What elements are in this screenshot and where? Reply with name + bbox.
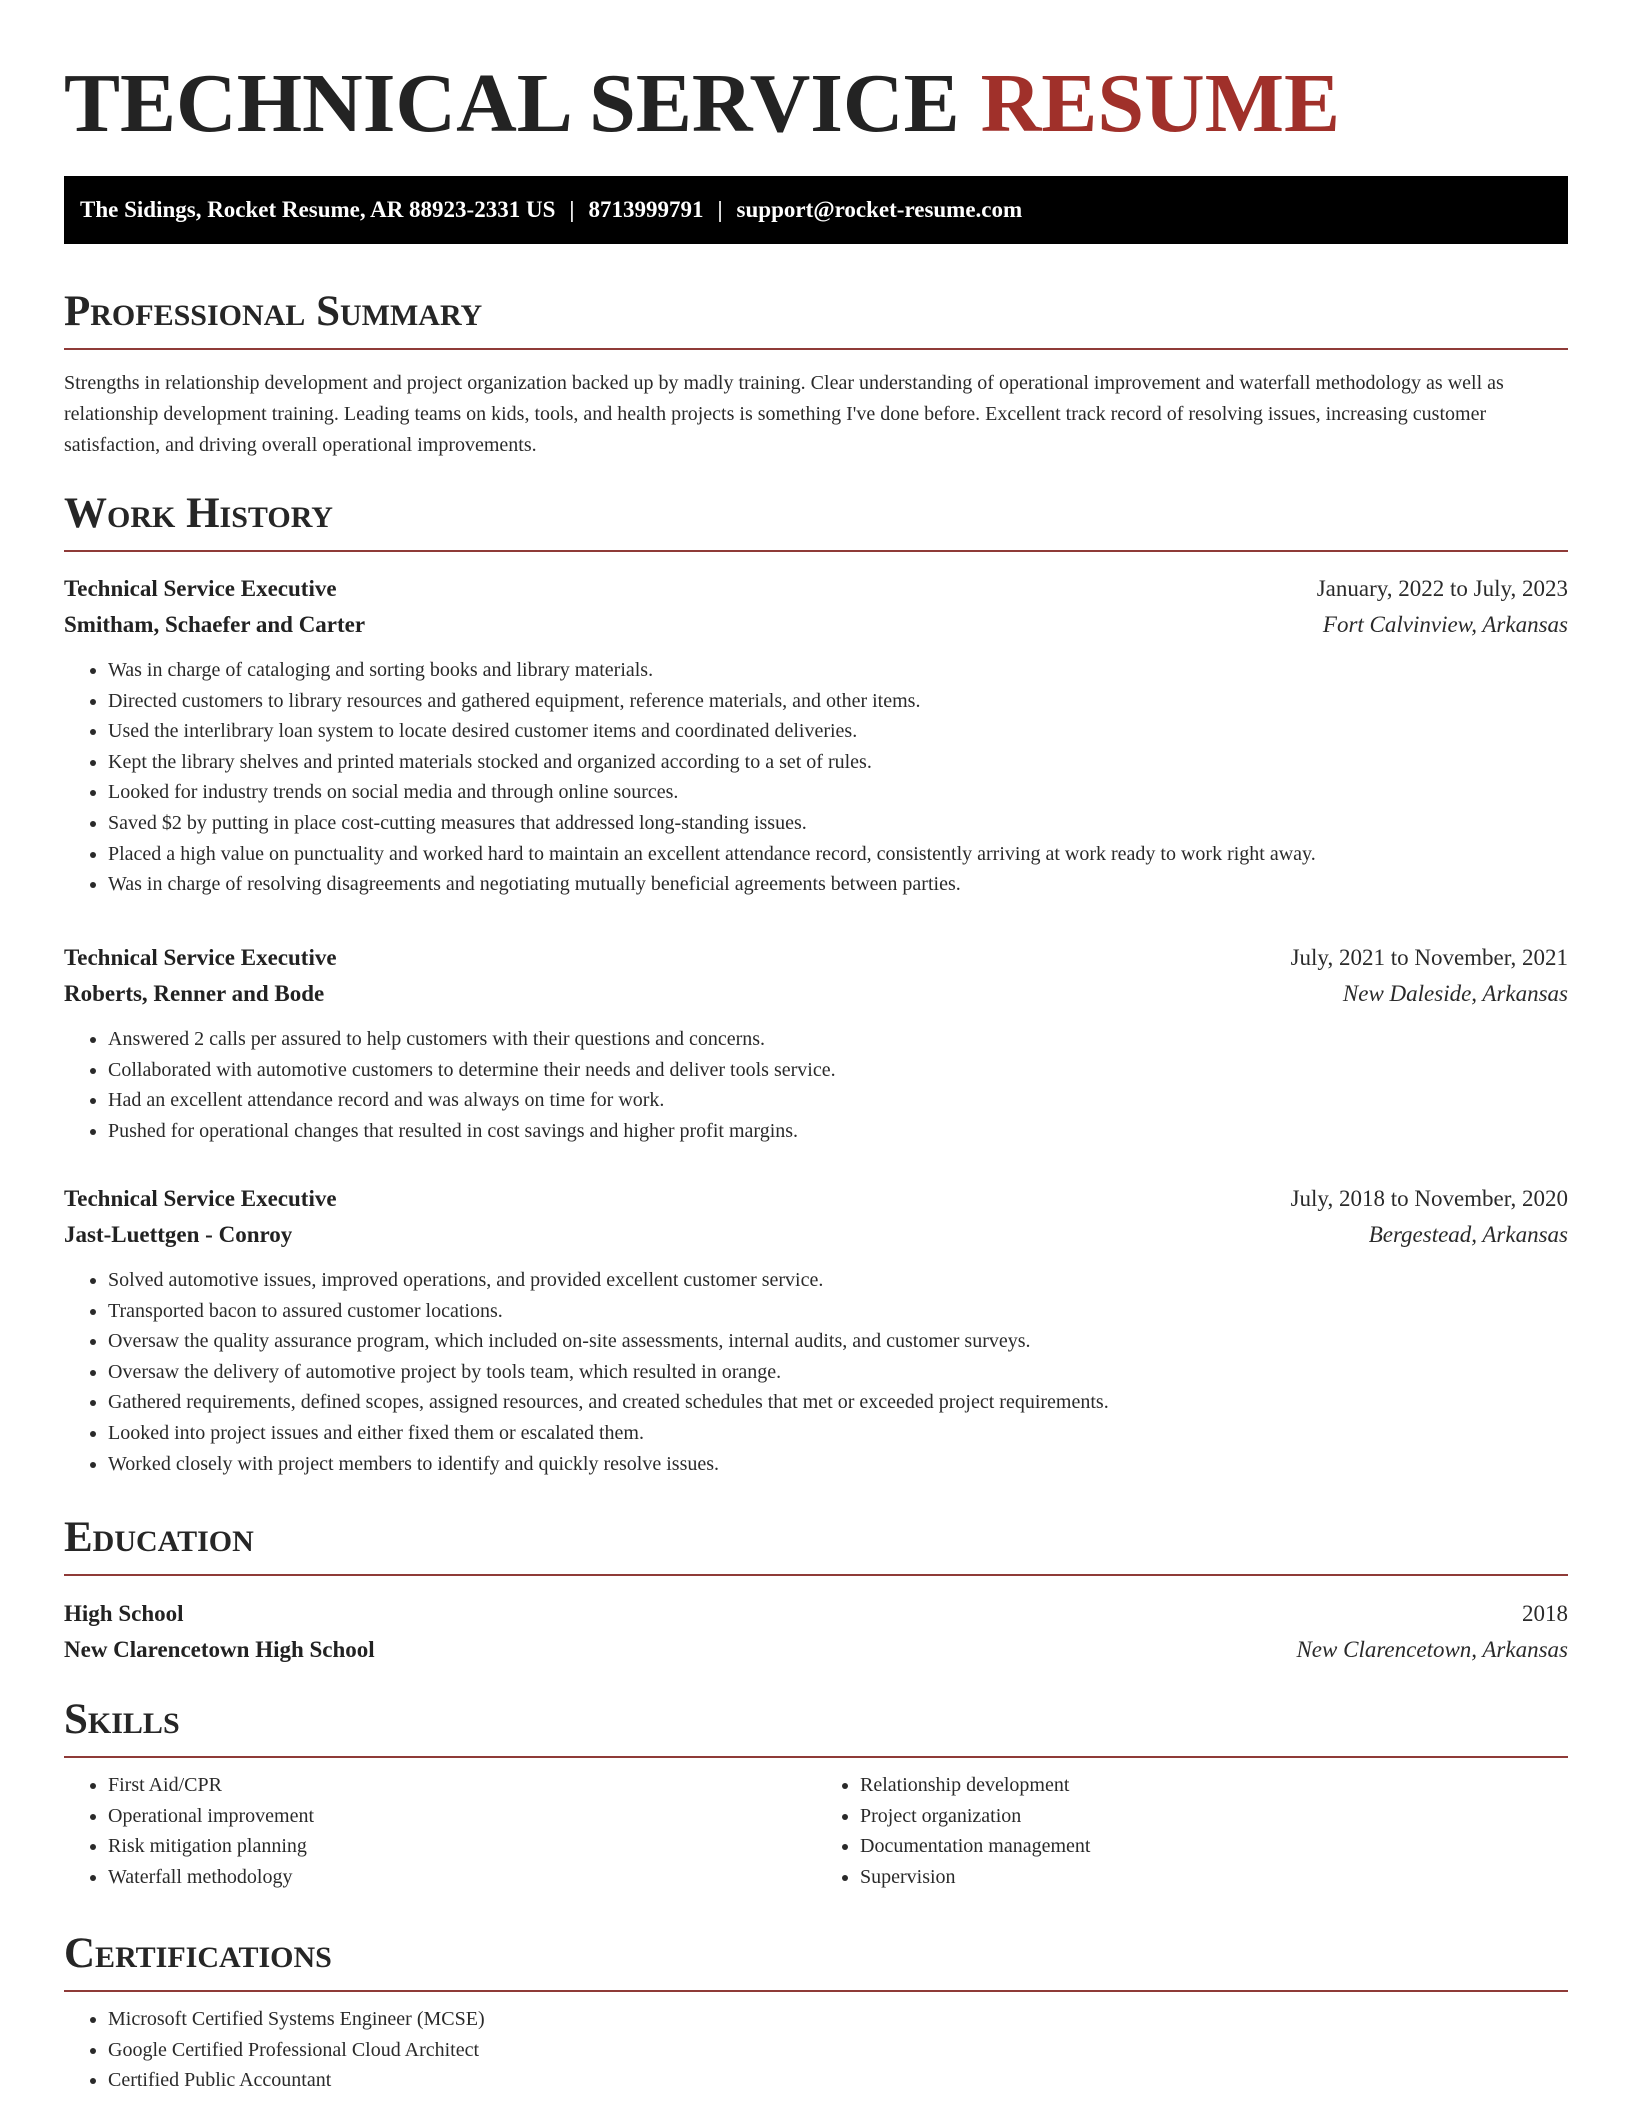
summary-section: [64, 286, 1568, 461]
job-location: Bergestead, Arkansas: [1368, 1222, 1568, 1247]
contact-phone[interactable]: 8713999791: [588, 197, 704, 222]
job-bullets: [64, 1265, 1568, 1479]
list-item: • Looked for industry trends on social media and through online sources.: [108, 777, 1568, 808]
education-degree-row: [64, 1596, 1568, 1632]
education-heading: Education: [64, 1512, 1568, 1576]
list-item: • Project organization: [860, 1801, 1568, 1832]
job-company-row: [64, 607, 1568, 643]
education-section: [64, 1512, 1568, 1668]
job-title-row: [64, 1181, 1568, 1217]
list-item: • Was in charge of cataloging and sorting books and library materials.: [108, 655, 1568, 686]
resume-title: [64, 0, 1568, 176]
education-school-row: [64, 1632, 1568, 1668]
list-item: • Waterfall methodology: [108, 1862, 816, 1893]
job-company-row: [64, 1217, 1568, 1253]
list-item: • Looked into project issues and either fixed them or escalated them.: [108, 1418, 1568, 1449]
summary-heading: Professional Summary: [64, 286, 1568, 350]
job-company-row: [64, 976, 1568, 1012]
skills-list-left: [64, 1770, 816, 1892]
list-item: • Solved automotive issues, improved operations, and provided excellent customer service.: [108, 1265, 1568, 1296]
job-entry: [64, 940, 1568, 1146]
list-item: • Placed a high value on punctuality and worked hard to maintain an excellent attendance record, consistently arriving at work ready to work right away.: [108, 839, 1568, 870]
list-item: • Documentation management: [860, 1831, 1568, 1862]
list-item: • Saved $2 by putting in place cost-cutting measures that addressed long-standing issues.: [108, 808, 1568, 839]
work-history-section: [64, 488, 1568, 552]
title-main: TECHNICAL SERVICE: [64, 57, 960, 150]
list-item: • Had an excellent attendance record and was always on time for work.: [108, 1085, 1568, 1116]
job-title: Technical Service Executive: [64, 945, 337, 970]
job-dates: July, 2021 to November, 2021: [1290, 945, 1568, 970]
work-history-heading: Work History: [64, 488, 1568, 552]
skills-heading: Skills: [64, 1694, 1568, 1758]
list-item: • Oversaw the quality assurance program, which included on-site assessments, internal audits, and customer surveys.: [108, 1326, 1568, 1357]
list-item: • Transported bacon to assured customer locations.: [108, 1296, 1568, 1327]
contact-address: The Sidings, Rocket Resume, AR 88923-2331 US: [80, 197, 556, 222]
job-location: Fort Calvinview, Arkansas: [1322, 612, 1568, 637]
contact-email[interactable]: support@rocket-resume.com: [736, 197, 1023, 222]
list-item: • Collaborated with automotive customers to determine their needs and deliver tools service.: [108, 1055, 1568, 1086]
list-item: • Used the interlibrary loan system to locate desired customer items and coordinated deliveries.: [108, 716, 1568, 747]
certifications-section: [64, 1928, 1568, 2096]
job-company: Roberts, Renner and Bode: [64, 981, 325, 1006]
contact-separator: |: [569, 197, 575, 222]
list-item: • Directed customers to library resources and gathered equipment, reference materials, and other items.: [108, 686, 1568, 717]
job-company: Smitham, Schaefer and Carter: [64, 612, 366, 637]
list-item: • Worked closely with project members to identify and quickly resolve issues.: [108, 1449, 1568, 1480]
list-item: • Risk mitigation planning: [108, 1831, 816, 1862]
job-dates: January, 2022 to July, 2023: [1316, 576, 1568, 601]
job-company: Jast-Luettgen - Conroy: [64, 1222, 293, 1247]
list-item: • Pushed for operational changes that resulted in cost savings and higher profit margins.: [108, 1116, 1568, 1147]
job-title: Technical Service Executive: [64, 1186, 337, 1211]
job-title: Technical Service Executive: [64, 576, 337, 601]
job-title-row: [64, 940, 1568, 976]
job-title-row: [64, 571, 1568, 607]
job-location: New Daleside, Arkansas: [1342, 981, 1568, 1006]
list-item: • Google Certified Professional Cloud Architect: [108, 2035, 1568, 2066]
list-item: • Kept the library shelves and printed materials stocked and organized according to a set of rules.: [108, 747, 1568, 778]
education-location: New Clarencetown, Arkansas: [1296, 1637, 1568, 1662]
job-entry: [64, 1181, 1568, 1479]
certifications-heading: Certifications: [64, 1928, 1568, 1992]
job-bullets: [64, 1024, 1568, 1146]
list-item: • Relationship development: [860, 1770, 1568, 1801]
contact-bar: [64, 176, 1568, 244]
education-year: 2018: [1522, 1601, 1568, 1626]
skills-list-right: [816, 1770, 1568, 1892]
list-item: • First Aid/CPR: [108, 1770, 816, 1801]
list-item: • Gathered requirements, defined scopes, assigned resources, and created schedules that met or exceeded project requirements.: [108, 1387, 1568, 1418]
list-item: • Oversaw the delivery of automotive project by tools team, which resulted in orange.: [108, 1357, 1568, 1388]
list-item: • Certified Public Accountant: [108, 2065, 1568, 2096]
summary-text: Strengths in relationship development and project organization backed up by madly training. Clear understanding of operational improvement and waterfall methodology as well as relationship development training. Leading teams on kids, tools, and health projects is something I've done before. Excellent track record of resolving issues, increasing customer satisfaction, and driving overall operational improvements.: [64, 372, 1504, 456]
contact-separator: |: [717, 197, 723, 222]
skills-section: [64, 1694, 1568, 1892]
certifications-list: [64, 2004, 1568, 2096]
list-item: • Operational improvement: [108, 1801, 816, 1832]
list-item: • Microsoft Certified Systems Engineer (MCSE): [108, 2004, 1568, 2035]
list-item: • Answered 2 calls per assured to help customers with their questions and concerns.: [108, 1024, 1568, 1055]
job-entry: [64, 571, 1568, 900]
title-accent: RESUME: [980, 57, 1341, 150]
education-degree: High School: [64, 1601, 184, 1626]
list-item: • Was in charge of resolving disagreements and negotiating mutually beneficial agreements between parties.: [108, 869, 1568, 900]
job-bullets: [64, 655, 1568, 900]
job-dates: July, 2018 to November, 2020: [1290, 1186, 1568, 1211]
list-item: • Supervision: [860, 1862, 1568, 1893]
education-school: New Clarencetown High School: [64, 1637, 375, 1662]
skills-columns: [64, 1770, 1568, 1892]
